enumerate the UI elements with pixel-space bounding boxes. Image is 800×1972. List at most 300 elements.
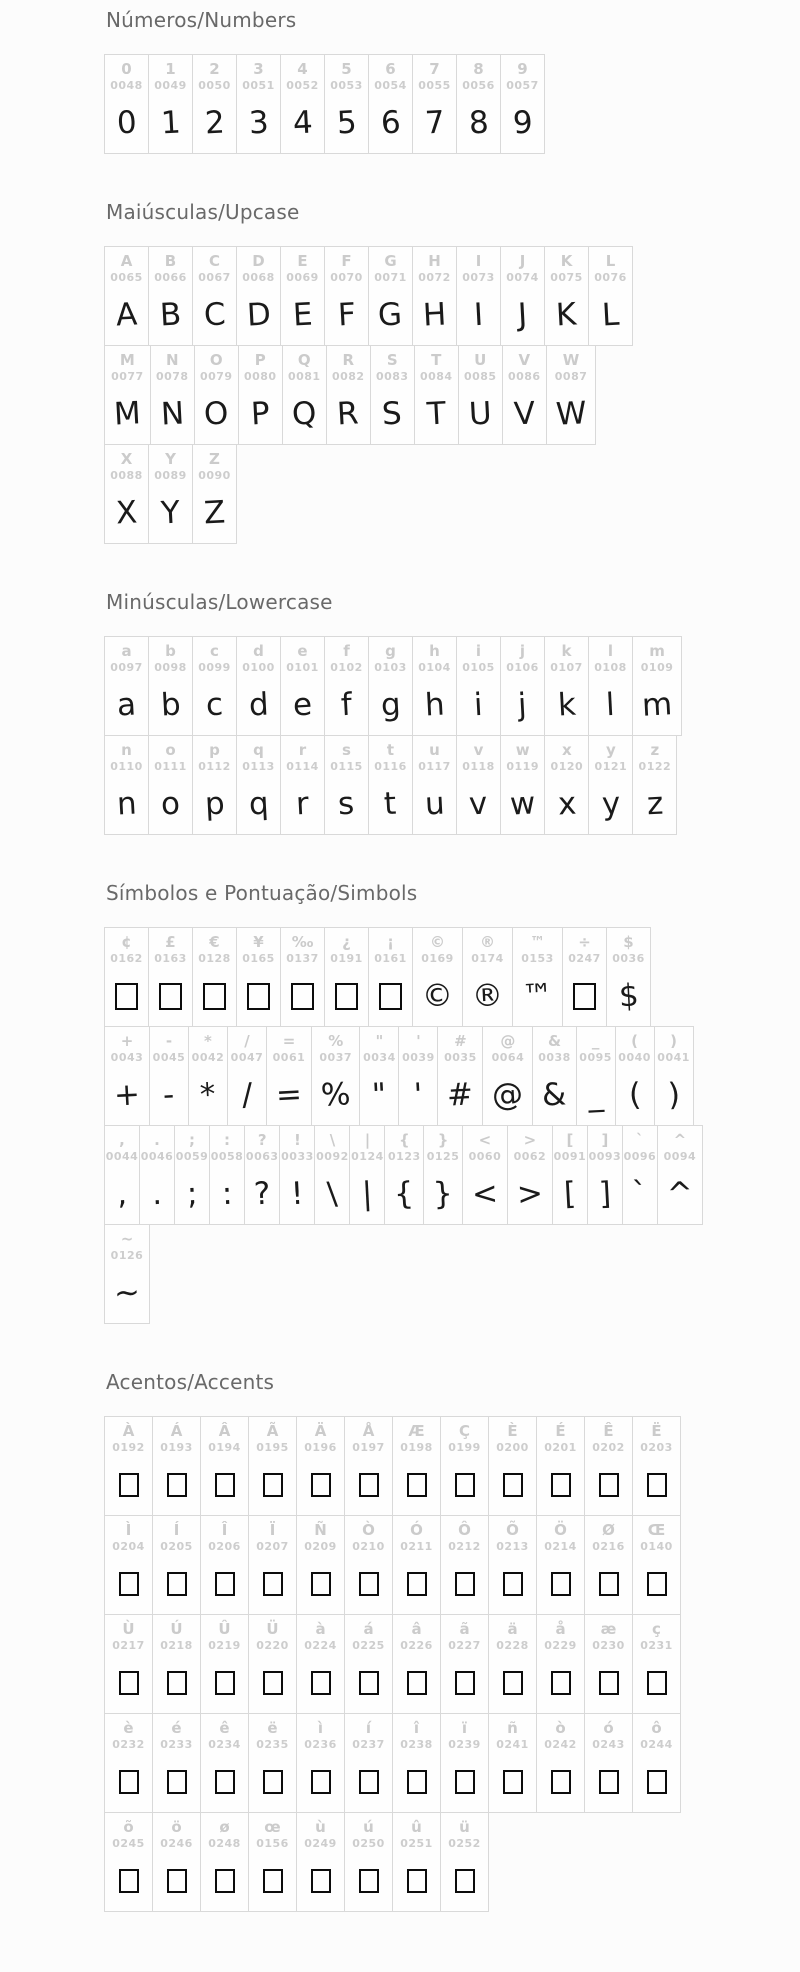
glyph-char-label: é bbox=[171, 1719, 182, 1737]
handwritten-glyph: D bbox=[245, 295, 272, 334]
handwritten-glyph: u bbox=[423, 785, 446, 822]
glyph-preview bbox=[416, 774, 454, 834]
glyph-row bbox=[104, 1812, 770, 1912]
notdef-box-glyph bbox=[254, 1653, 292, 1713]
glyph-char-label: q bbox=[253, 741, 264, 759]
glyph-preview bbox=[549, 774, 585, 834]
glyph-unicode-code: 0196 bbox=[304, 1441, 337, 1454]
glyph-char-label: ä bbox=[507, 1620, 518, 1638]
handwritten-glyph: ™ bbox=[521, 976, 554, 1015]
notdef-box-glyph bbox=[326, 966, 367, 1026]
glyph-char-label: u bbox=[429, 741, 440, 759]
glyph-unicode-code: 0055 bbox=[418, 79, 451, 92]
glyph-row bbox=[104, 246, 770, 346]
glyph-cell bbox=[576, 1026, 616, 1126]
handwritten-glyph: b bbox=[159, 686, 182, 723]
glyph-unicode-code: 0235 bbox=[256, 1738, 289, 1751]
glyph-preview bbox=[610, 966, 648, 1026]
glyph-unicode-code: 0118 bbox=[462, 760, 495, 773]
glyph-cell bbox=[440, 1812, 489, 1912]
handwritten-glyph: W bbox=[554, 394, 588, 433]
handwritten-glyph: < bbox=[470, 1174, 499, 1213]
glyph-cell bbox=[279, 1125, 315, 1225]
notdef-box-glyph bbox=[590, 1554, 628, 1614]
notdef-box-glyph bbox=[254, 1851, 292, 1911]
glyph-char-label: À bbox=[122, 1422, 135, 1440]
glyph-char-label: ? bbox=[257, 1131, 267, 1149]
glyph-unicode-code: 0174 bbox=[471, 952, 504, 965]
glyph-cell bbox=[280, 54, 325, 154]
missing-glyph-box-icon bbox=[311, 1572, 331, 1596]
glyph-unicode-code: 0056 bbox=[462, 79, 495, 92]
glyph-unicode-code: 0165 bbox=[242, 952, 275, 965]
glyph-char-label: Ç bbox=[458, 1422, 470, 1440]
glyph-cell bbox=[654, 1026, 694, 1126]
glyph-char-label: T bbox=[431, 351, 442, 369]
glyph-preview bbox=[233, 1065, 261, 1125]
missing-glyph-box-icon bbox=[599, 1770, 619, 1794]
glyph-unicode-code: 0120 bbox=[550, 760, 584, 773]
missing-glyph-box-icon bbox=[647, 1671, 667, 1695]
glyph-cell bbox=[104, 927, 149, 1027]
glyph-unicode-code: 0125 bbox=[426, 1150, 460, 1163]
glyph-unicode-code: 0070 bbox=[330, 271, 363, 284]
glyph-cell bbox=[440, 1713, 489, 1813]
glyph-char-label: ¿ bbox=[342, 933, 351, 951]
missing-glyph-box-icon bbox=[119, 1572, 139, 1596]
glyph-row bbox=[104, 1515, 770, 1615]
glyph-preview bbox=[312, 1065, 359, 1125]
missing-glyph-box-icon bbox=[215, 1473, 235, 1497]
glyph-cell bbox=[562, 927, 607, 1027]
glyph-unicode-code: 0097 bbox=[110, 661, 143, 674]
missing-glyph-box-icon bbox=[335, 983, 358, 1010]
section-title-accents: Acentos/Accents bbox=[106, 1370, 275, 1394]
glyph-unicode-code: 0095 bbox=[579, 1051, 612, 1064]
missing-glyph-box-icon bbox=[167, 1671, 187, 1695]
glyph-unicode-code: 0102 bbox=[330, 661, 363, 674]
glyph-unicode-code: 0121 bbox=[594, 760, 628, 773]
glyph-cell bbox=[423, 1125, 463, 1225]
glyph-unicode-code: 0140 bbox=[640, 1540, 673, 1553]
glyph-cell bbox=[412, 735, 457, 835]
glyph-char-label: [ bbox=[566, 1131, 574, 1149]
notdef-box-glyph bbox=[302, 1554, 340, 1614]
missing-glyph-box-icon bbox=[311, 1869, 331, 1893]
notdef-box-glyph bbox=[638, 1554, 676, 1614]
glyph-row bbox=[104, 1026, 770, 1126]
glyph-preview bbox=[547, 384, 596, 444]
glyph-cell bbox=[584, 1416, 633, 1516]
glyph-unicode-code: 0116 bbox=[374, 760, 407, 773]
glyph-char-label: + bbox=[120, 1032, 134, 1050]
glyph-preview bbox=[438, 1065, 482, 1125]
glyph-cell bbox=[324, 246, 369, 346]
glyph-unicode-code: 0234 bbox=[208, 1738, 241, 1751]
glyph-char-label: s bbox=[342, 741, 351, 759]
glyph-cell bbox=[311, 1026, 360, 1126]
notdef-box-glyph bbox=[350, 1653, 388, 1713]
glyph-char-label: ç bbox=[652, 1620, 661, 1638]
glyph-cell bbox=[368, 54, 413, 154]
notdef-box-glyph bbox=[446, 1653, 484, 1713]
glyph-char-label: = bbox=[282, 1032, 296, 1050]
glyph-row bbox=[104, 1614, 770, 1714]
glyph-preview bbox=[152, 384, 193, 444]
glyph-cell bbox=[104, 1026, 150, 1126]
glyph-cell bbox=[546, 345, 597, 445]
handwritten-glyph: ` bbox=[631, 1175, 649, 1212]
glyph-cell bbox=[104, 1416, 153, 1516]
glyph-char-label: " bbox=[375, 1032, 384, 1050]
glyph-cell bbox=[148, 927, 193, 1027]
glyph-cell bbox=[152, 1416, 201, 1516]
glyph-cell bbox=[544, 636, 589, 736]
glyph-cell bbox=[392, 1713, 441, 1813]
glyph-preview bbox=[197, 675, 232, 735]
missing-glyph-box-icon bbox=[407, 1869, 427, 1893]
glyph-preview bbox=[504, 93, 542, 153]
missing-glyph-box-icon bbox=[503, 1770, 523, 1794]
notdef-box-glyph bbox=[206, 1851, 244, 1911]
glyph-char-label: V bbox=[518, 351, 531, 369]
glyph-char-label: Î bbox=[221, 1521, 228, 1539]
glyph-unicode-code: 0077 bbox=[111, 370, 144, 383]
glyph-cell bbox=[657, 1125, 703, 1225]
glyph-char-label: z bbox=[650, 741, 660, 759]
glyph-cell bbox=[384, 1125, 424, 1225]
glyph-unicode-code: 0086 bbox=[507, 370, 541, 383]
glyph-cell bbox=[104, 735, 149, 835]
notdef-box-glyph bbox=[494, 1752, 532, 1812]
glyph-cell bbox=[462, 927, 513, 1027]
notdef-box-glyph bbox=[446, 1851, 484, 1911]
glyph-unicode-code: 0033 bbox=[281, 1150, 314, 1163]
glyph-cell bbox=[344, 1713, 393, 1813]
glyph-unicode-code: 0249 bbox=[304, 1837, 337, 1850]
glyph-cell bbox=[482, 1026, 533, 1126]
glyph-unicode-code: 0250 bbox=[352, 1837, 385, 1850]
glyph-unicode-code: 0074 bbox=[506, 271, 539, 284]
glyph-unicode-code: 0245 bbox=[112, 1837, 145, 1850]
glyph-unicode-code: 0110 bbox=[110, 760, 143, 773]
glyph-unicode-code: 0049 bbox=[154, 79, 187, 92]
glyph-unicode-code: 0096 bbox=[623, 1150, 657, 1163]
glyph-preview bbox=[195, 384, 237, 444]
glyph-unicode-code: 0066 bbox=[154, 271, 187, 284]
glyph-unicode-code: 0202 bbox=[592, 1441, 625, 1454]
notdef-box-glyph bbox=[302, 1455, 340, 1515]
glyph-preview bbox=[284, 93, 322, 153]
glyph-cell bbox=[488, 1614, 537, 1714]
glyph-preview bbox=[318, 1164, 346, 1224]
glyph-preview bbox=[369, 285, 411, 345]
missing-glyph-box-icon bbox=[551, 1671, 571, 1695]
handwritten-glyph: v bbox=[468, 785, 489, 822]
glyph-unicode-code: 0036 bbox=[612, 952, 645, 965]
glyph-cell bbox=[536, 1713, 585, 1813]
glyph-unicode-code: 0214 bbox=[544, 1540, 577, 1553]
glyph-preview bbox=[151, 285, 190, 345]
glyph-char-label: £ bbox=[165, 933, 176, 951]
glyph-preview bbox=[105, 384, 150, 444]
missing-glyph-box-icon bbox=[551, 1572, 571, 1596]
glyph-unicode-code: 0163 bbox=[154, 952, 187, 965]
handwritten-glyph: ; bbox=[185, 1175, 199, 1212]
glyph-preview bbox=[483, 1065, 532, 1125]
glyph-preview bbox=[509, 285, 536, 345]
glyph-preview bbox=[638, 774, 672, 834]
glyph-preview bbox=[620, 1065, 650, 1125]
handwritten-glyph: r bbox=[295, 785, 310, 822]
glyph-preview bbox=[152, 93, 190, 153]
missing-glyph-box-icon bbox=[359, 1671, 379, 1695]
glyph-char-label: . bbox=[154, 1131, 160, 1149]
notdef-box-glyph bbox=[110, 1752, 148, 1812]
glyph-cell bbox=[456, 735, 501, 835]
glyph-char-label: ö bbox=[171, 1818, 182, 1836]
glyph-unicode-code: 0241 bbox=[496, 1738, 529, 1751]
glyph-preview bbox=[509, 675, 536, 735]
glyph-char-label: c bbox=[210, 642, 219, 660]
handwritten-glyph: s bbox=[337, 785, 356, 822]
glyph-preview bbox=[105, 1065, 149, 1125]
glyph-char-label: / bbox=[244, 1032, 250, 1050]
glyph-char-label: ü bbox=[459, 1818, 470, 1836]
glyph-unicode-code: 0162 bbox=[110, 952, 143, 965]
glyph-unicode-code: 0204 bbox=[112, 1540, 145, 1553]
glyph-unicode-code: 0037 bbox=[319, 1051, 353, 1064]
glyph-cell bbox=[324, 927, 369, 1027]
glyph-char-label: 7 bbox=[429, 60, 440, 78]
glyph-cell bbox=[359, 1026, 399, 1126]
glyph-char-label: l bbox=[607, 642, 614, 660]
notdef-box-glyph bbox=[398, 1554, 436, 1614]
glyph-char-label: Õ bbox=[506, 1521, 519, 1539]
glyph-preview bbox=[555, 1164, 585, 1224]
glyph-unicode-code: 0216 bbox=[592, 1540, 625, 1553]
glyph-char-label: d bbox=[253, 642, 264, 660]
glyph-unicode-code: 0193 bbox=[160, 1441, 193, 1454]
glyph-preview bbox=[513, 966, 562, 1026]
missing-glyph-box-icon bbox=[503, 1671, 523, 1695]
notdef-box-glyph bbox=[398, 1455, 436, 1515]
missing-glyph-box-icon bbox=[647, 1473, 667, 1497]
glyph-unicode-code: 0061 bbox=[272, 1051, 306, 1064]
glyph-preview bbox=[501, 774, 544, 834]
glyph-preview bbox=[375, 774, 405, 834]
glyph-unicode-code: 0114 bbox=[286, 760, 319, 773]
glyph-char-label: t bbox=[386, 741, 395, 759]
notdef-box-glyph bbox=[206, 1455, 244, 1515]
glyph-row bbox=[104, 1713, 770, 1813]
section-title-uppercase: Maiúsculas/Upcase bbox=[106, 200, 300, 224]
handwritten-glyph: ] bbox=[597, 1175, 612, 1212]
glyph-preview bbox=[413, 966, 462, 1026]
glyph-preview bbox=[108, 774, 146, 834]
missing-glyph-box-icon bbox=[599, 1671, 619, 1695]
glyph-char-label: p bbox=[209, 741, 220, 759]
missing-glyph-box-icon bbox=[263, 1671, 283, 1695]
glyph-char-label: e bbox=[297, 642, 308, 660]
handwritten-glyph: > bbox=[515, 1174, 544, 1213]
glyph-cell bbox=[104, 1224, 150, 1324]
handwritten-glyph: G bbox=[377, 295, 404, 334]
glyph-char-label: Ä bbox=[314, 1422, 327, 1440]
glyph-cell bbox=[588, 735, 633, 835]
missing-glyph-box-icon bbox=[119, 1770, 139, 1794]
glyph-char-label: W bbox=[562, 351, 580, 369]
glyph-preview bbox=[505, 384, 544, 444]
glyph-cell bbox=[104, 345, 151, 445]
glyph-char-label: Ö bbox=[554, 1521, 567, 1539]
missing-glyph-box-icon bbox=[455, 1572, 475, 1596]
notdef-box-glyph bbox=[398, 1752, 436, 1812]
handwritten-glyph: ) bbox=[666, 1076, 681, 1113]
glyph-cell bbox=[296, 1515, 345, 1615]
glyph-char-label: ï bbox=[461, 1719, 468, 1737]
glyph-unicode-code: 0122 bbox=[638, 760, 672, 773]
handwritten-glyph: ^ bbox=[665, 1174, 694, 1213]
glyph-unicode-code: 0207 bbox=[256, 1540, 289, 1553]
notdef-box-glyph bbox=[446, 1455, 484, 1515]
glyph-cell bbox=[104, 246, 149, 346]
glyph-char-label: ] bbox=[601, 1131, 609, 1149]
glyph-cell bbox=[488, 1416, 537, 1516]
glyph-cell bbox=[139, 1125, 175, 1225]
glyph-char-label: f bbox=[343, 642, 350, 660]
glyph-cell bbox=[488, 1713, 537, 1813]
glyph-char-label: 2 bbox=[209, 60, 220, 78]
missing-glyph-box-icon bbox=[119, 1671, 139, 1695]
glyph-char-label: È bbox=[507, 1422, 518, 1440]
missing-glyph-box-icon bbox=[167, 1473, 187, 1497]
glyph-unicode-code: 0115 bbox=[330, 760, 363, 773]
glyph-preview bbox=[178, 1164, 206, 1224]
glyph-unicode-code: 0082 bbox=[331, 370, 365, 383]
glyph-char-label: X bbox=[120, 450, 133, 468]
glyph-cell bbox=[248, 1515, 297, 1615]
glyph-unicode-code: 0242 bbox=[544, 1738, 577, 1751]
glyph-char-label: ì bbox=[317, 1719, 324, 1737]
notdef-box-glyph bbox=[494, 1653, 532, 1713]
handwritten-glyph: ? bbox=[253, 1175, 272, 1212]
glyph-preview bbox=[240, 774, 278, 834]
handwritten-glyph: = bbox=[275, 1075, 303, 1114]
glyph-char-label: ( bbox=[631, 1032, 639, 1050]
handwritten-glyph: R bbox=[336, 394, 360, 433]
glyph-unicode-code: 0104 bbox=[418, 661, 451, 674]
glyph-unicode-code: 0101 bbox=[286, 661, 319, 674]
glyph-char-label: j bbox=[519, 642, 526, 660]
glyph-cell bbox=[324, 636, 369, 736]
glyph-preview bbox=[547, 285, 585, 345]
notdef-box-glyph bbox=[254, 1455, 292, 1515]
glyph-char-label: ò bbox=[555, 1719, 566, 1737]
notdef-box-glyph bbox=[542, 1455, 580, 1515]
glyph-char-label: Ï bbox=[269, 1521, 276, 1539]
glyph-char-label: F bbox=[341, 252, 352, 270]
glyph-preview bbox=[152, 483, 189, 543]
glyph-unicode-code: 0075 bbox=[550, 271, 583, 284]
notdef-box-glyph bbox=[302, 1752, 340, 1812]
glyph-cell bbox=[200, 1515, 249, 1615]
handwritten-glyph: / bbox=[240, 1076, 254, 1113]
glyph-char-label: & bbox=[547, 1032, 562, 1050]
handwritten-glyph: ! bbox=[290, 1175, 305, 1212]
handwritten-glyph: ® bbox=[471, 976, 504, 1015]
missing-glyph-box-icon bbox=[455, 1473, 475, 1497]
glyph-cell bbox=[344, 1416, 393, 1516]
glyph-char-label: © bbox=[430, 933, 445, 951]
glyph-char-label: # bbox=[454, 1032, 467, 1050]
glyph-unicode-code: 0094 bbox=[663, 1150, 697, 1163]
glyph-char-label: ê bbox=[219, 1719, 230, 1737]
glyph-char-label: 3 bbox=[253, 60, 264, 78]
handwritten-glyph: \ bbox=[326, 1175, 339, 1212]
glyph-preview bbox=[287, 774, 318, 834]
missing-glyph-box-icon bbox=[215, 1770, 235, 1794]
missing-glyph-box-icon bbox=[407, 1671, 427, 1695]
glyph-unicode-code: 0054 bbox=[374, 79, 407, 92]
glyph-cell bbox=[440, 1515, 489, 1615]
glyph-char-label: P bbox=[254, 351, 266, 369]
handwritten-glyph: % bbox=[320, 1075, 352, 1114]
glyph-char-label: â bbox=[411, 1620, 422, 1638]
glyph-preview bbox=[414, 285, 455, 345]
glyph-unicode-code: 0200 bbox=[496, 1441, 529, 1454]
glyph-unicode-code: 0109 bbox=[640, 661, 674, 674]
handwritten-glyph: 9 bbox=[511, 104, 534, 141]
glyph-cell bbox=[536, 1614, 585, 1714]
glyph-unicode-code: 0156 bbox=[256, 1837, 289, 1850]
missing-glyph-box-icon bbox=[359, 1473, 379, 1497]
glyph-unicode-code: 0220 bbox=[256, 1639, 289, 1652]
glyph-preview bbox=[416, 675, 454, 735]
glyph-char-label: ^ bbox=[673, 1131, 687, 1149]
glyph-cell bbox=[148, 54, 193, 154]
glyph-char-label: Û bbox=[218, 1620, 231, 1638]
missing-glyph-box-icon bbox=[647, 1770, 667, 1794]
glyph-cell bbox=[104, 1125, 140, 1225]
glyph-unicode-code: 0063 bbox=[245, 1150, 279, 1163]
glyph-unicode-code: 0199 bbox=[448, 1441, 481, 1454]
glyph-char-label: D bbox=[252, 252, 265, 270]
glyph-cell bbox=[104, 54, 149, 154]
glyph-preview bbox=[460, 93, 498, 153]
glyph-cell bbox=[280, 636, 325, 736]
handwritten-glyph: Z bbox=[202, 493, 227, 532]
handwritten-glyph: ' bbox=[413, 1076, 424, 1113]
notdef-box-glyph bbox=[398, 1653, 436, 1713]
glyph-cell bbox=[632, 636, 682, 736]
glyph-unicode-code: 0068 bbox=[242, 271, 275, 284]
glyph-unicode-code: 0126 bbox=[110, 1249, 144, 1262]
missing-glyph-box-icon bbox=[215, 1572, 235, 1596]
glyph-unicode-code: 0153 bbox=[521, 952, 554, 965]
glyph-char-label: 0 bbox=[121, 60, 132, 78]
glyph-unicode-code: 0201 bbox=[544, 1441, 577, 1454]
glyph-cell bbox=[512, 927, 563, 1027]
glyph-char-label: ® bbox=[480, 933, 495, 951]
glyph-cell bbox=[412, 54, 457, 154]
notdef-box-glyph bbox=[194, 966, 235, 1026]
glyph-preview bbox=[373, 384, 411, 444]
glyph-cell bbox=[192, 636, 237, 736]
glyph-unicode-code: 0226 bbox=[400, 1639, 433, 1652]
handwritten-glyph: . bbox=[151, 1175, 163, 1212]
glyph-unicode-code: 0244 bbox=[640, 1738, 673, 1751]
